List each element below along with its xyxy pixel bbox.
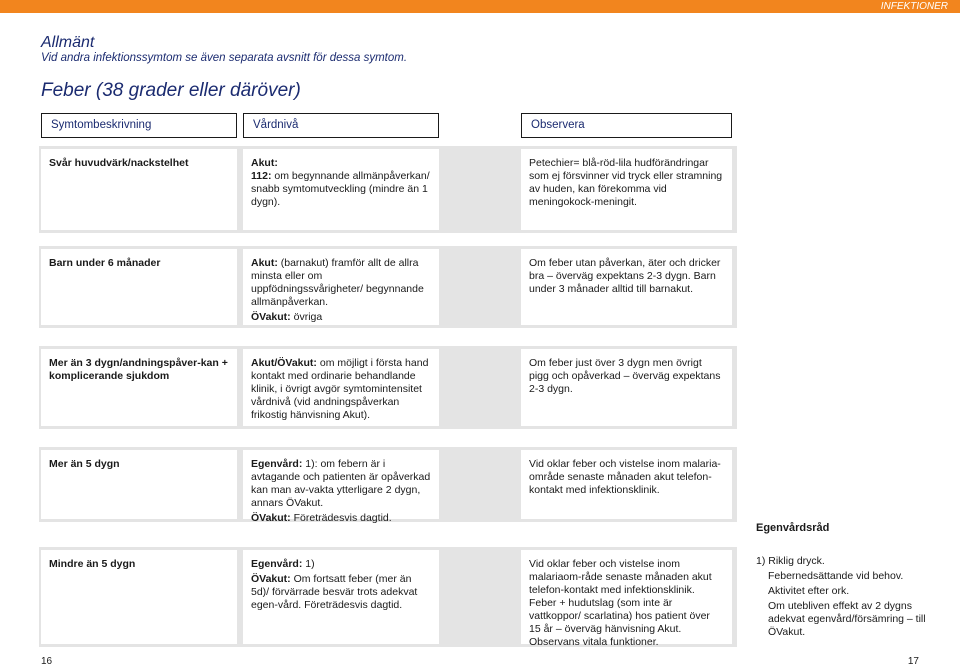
note-cell: Om feber just över 3 dygn men övrigt pigg och opåverkad – överväg expektans 2-3 dygn. — [521, 349, 732, 426]
symptom-cell: Svår huvudvärk/nackstelhet — [41, 149, 237, 230]
section-header-bar — [0, 0, 960, 13]
note-cell: Vid oklar feber och vistelse inom malariaom-råde senaste månaden akut telefon-kontakt med infektionsklinik. Feber + hudutslag (som inte är vattkoppor/ scarlatina) hos patient över 15 år – överväg hänvisning Akut. Observans vitala funktioner. — [521, 550, 732, 644]
care-level-cell: Akut/ÖVakut: om möjligt i första hand kontakt med ordinarie behandlande klinik, i övrigt avgör symtomintensitet vårdnivå (vid andningspåverkan frikostig hänvisning Akut). — [243, 349, 439, 426]
page-number-left: 16 — [41, 656, 53, 667]
page-number-right: 17 — [907, 656, 919, 667]
self-care-title: Egenvårdsråd — [756, 522, 830, 534]
section-tag: INFEKTIONER — [880, 1, 948, 12]
care-level-cell: Egenvård: 1) ÖVakut: Om fortsatt feber (mer än 5d)/ förvärrade besvär trots adekvat egen-vård. Företrädesvis dagtid. — [243, 550, 439, 644]
intro-title: Allmänt — [41, 34, 95, 51]
note-cell: Om feber utan påverkan, äter och dricker bra – överväg expektans 2-3 dygn. Barn under 3 månader alltid till barnakut. — [521, 249, 732, 325]
symptom-cell: Mer än 3 dygn/andningspåver-kan + komplicerande sjukdom — [41, 349, 237, 426]
care-level-cell: Akut: 112: om begynnande allmänpåverkan/ snabb symtomutveckling (mindre än 1 dygn). — [243, 149, 439, 230]
page-title: Feber (38 grader eller däröver) — [41, 80, 301, 101]
note-cell: Petechier= blå-röd-lila hudförändringar som ej försvinner vid tryck eller stramning av huden, kan förekomma vid meningokock-meningit. — [521, 149, 732, 230]
self-care-item: Aktivitet efter ork. — [768, 585, 850, 597]
header-symptom: Symtombeskrivning — [41, 113, 237, 138]
symptom-cell: Mindre än 5 dygn — [41, 550, 237, 644]
symptom-cell: Mer än 5 dygn — [41, 450, 237, 519]
care-level-cell: Egenvård: 1): om febern är i avtagande och patienten är opåverkad kan man av-vakta ytterligare 2 dygn, annars ÖVakut. ÖVakut: Företrädesvis dagtid. — [243, 450, 439, 519]
self-care-item: 1) Riklig dryck. — [756, 555, 825, 567]
care-level-cell: Akut: (barnakut) framför allt de allra minsta eller om uppfödningssvårigheter/ begynnande allmänpåverkan. ÖVakut: övriga — [243, 249, 439, 325]
header-care-level: Vårdnivå — [243, 113, 439, 138]
self-care-item: Om utebliven effekt av 2 dygns adekvat egenvård/försämring – till ÖVakut. — [768, 600, 926, 638]
self-care-item: Febernedsättande vid behov. — [768, 570, 904, 582]
header-observe: Observera — [521, 113, 732, 138]
self-care-list — [756, 555, 946, 641]
symptom-cell: Barn under 6 månader — [41, 249, 237, 325]
note-cell: Vid oklar feber och vistelse inom malaria-område senaste månaden akut telefon-kontakt med infektionsklinik. — [521, 450, 732, 519]
intro-text: Vid andra infektionssymtom se även separata avsnitt för dessa symtom. — [41, 52, 408, 64]
